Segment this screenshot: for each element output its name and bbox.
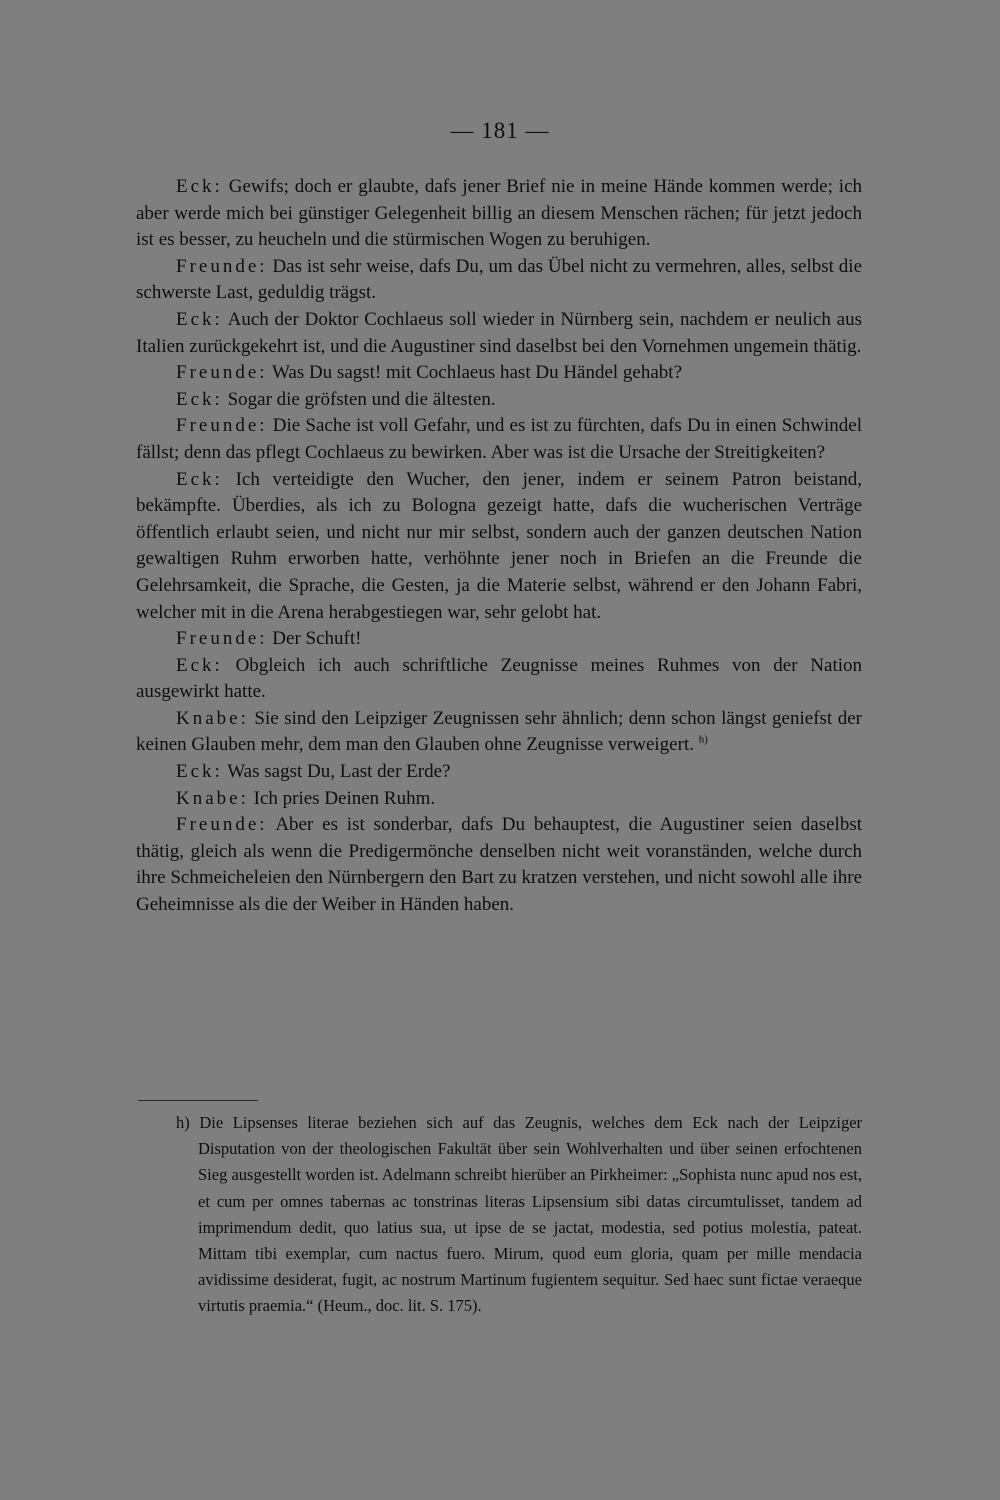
dialogue-paragraph [136,387,862,414]
dialogue-paragraph [136,706,862,759]
dialogue-paragraph [136,254,862,307]
dialogue-paragraph [136,653,862,706]
page-number: — 181 — [450,118,550,143]
dialogue-paragraph [136,812,862,918]
speech-text: Das ist sehr weise, dafs Du, um das Übel nicht zu vermehren, alles, selbst die schwerste Last, geduldig trägst. [136,255,863,304]
speaker-label: Eck: [176,761,223,783]
dialogue-paragraph [136,307,862,360]
speaker-label: Eck: [176,468,223,490]
footnotes-section [136,1110,862,1320]
speech-text: Gewifs; doch er glaubte, dafs jener Brief nie in meine Hände kommen werde; ich aber werde mich bei günstiger Gelegenheit billig an diesem Menschen rächen; für jetzt jedoch ist es besser, zu heucheln und die stürmischen Wogen zu beruhigen. [136,176,862,251]
dialogue-paragraph [136,786,862,813]
speaker-label: Freunde: [176,255,268,277]
footnote-reference: h) [698,734,708,747]
speech-text: Ich pries Deinen Ruhm. [253,787,436,809]
speech-text: Aber es ist sonderbar, dafs Du behauptest, die Augustiner seien daselbst thätig, gleich als wenn die Predigermönche denselben nicht weit voranständen, welche durch ihre Schmeicheleien den Nürnbergern den Bart zu kratzen verstehen, und nicht sowohl alle ihre Geheimnisse als die der Weiber in Händen haben. [136,814,862,916]
speech-text: Der Schuft! [272,628,362,650]
footnote-text: Die Lipsenses literae beziehen sich auf das Zeugnis, welches dem Eck nach der Leipziger Disputation von der theologischen Fakultät über sein Wohlverhalten und über seinen erfochtenen Sieg ausgestellt worden ist. Adelmann schreibt hierüber an Pirkheimer: „Sophista nunc apud nos est, et cum per omnes tabernas ac tonstrinas literas Lipsensium sibi datas circumtulisset, tandem ad imprimendum dedit, quo latius sua, ut ipse de se jactat, modestia, sed potius molestia, pateat. Mittam tibi exemplar, cum nactus fuero. Mirum, quod eum gloria, quam per mille mendacia avidissime desiderat, fugit, ac nostrum Martinum fugientem sequitur. Sed haec sunt fictae veraeque virtutis praemia.“ (Heum., doc. lit. S. 175). [198,1113,863,1316]
footnote-divider [138,1100,258,1101]
dialogue-paragraph [136,759,862,786]
footnote-marker: h) [176,1113,190,1132]
dialogue-text [136,174,862,919]
dialogue-paragraph [136,174,862,254]
speech-text: Obgleich ich auch schriftliche Zeugnisse meines Ruhmes von der Nation ausgewirkt hatte. [136,654,863,703]
dialogue-paragraph [136,467,862,627]
speaker-label: Eck: [176,308,223,330]
speaker-label: Knabe: [176,787,249,809]
speech-text: Ich verteidigte den Wucher, den jener, indem er seinem Patron beistand, bekämpfte. Überdies, als ich zu Bologna gezeigt hatte, dafs die wucherischen Verträge öffentlich erlaubt seien, und nicht nur mir selbst, sondern auch der ganzen deutschen Nation gewaltigen Ruhm erworben hatte, verhöhnte jener noch in Briefen an die Freunde die Gelehrsamkeit, die Sprache, die Gesten, ja die Materie selbst, während er den Johann Fabri, welcher mit in die Arena herabgestiegen war, sehr gelobt hat. [136,468,862,623]
speech-text: Sie sind den Leipziger Zeugnissen sehr ähnlich; denn schon längst geniefst der keinen Glauben mehr, dem man den Glauben ohne Zeugnisse verweigert. [136,707,863,756]
speech-text: Was Du sagst! mit Cochlaeus hast Du Händel gehabt? [271,362,683,384]
speaker-label: Eck: [176,388,223,410]
dialogue-paragraph [136,626,862,653]
dialogue-paragraph [136,413,862,466]
footnote [136,1110,862,1320]
dialogue-paragraph [136,360,862,387]
speaker-label: Knabe: [176,707,249,729]
speech-text: Die Sache ist voll Gefahr, und es ist zu fürchten, dafs Du in einen Schwindel fällst; denn das pflegt Cochlaeus zu bewirken. Aber was ist die Ursache der Streitigkeiten? [136,415,863,463]
speaker-label: Freunde: [176,362,268,384]
speaker-label: Freunde: [176,628,268,650]
speaker-label: Eck: [176,176,223,197]
speech-text: Was sagst Du, Last der Erde? [227,761,451,783]
speech-text: Auch der Doktor Cochlaeus soll wieder in Nürnberg sein, nachdem er neulich aus Italien zurückgekehrt ist, und die Augustiner sind daselbst bei den Vornehmen ungemein thätig. [136,308,862,357]
speaker-label: Freunde: [176,814,268,836]
speech-text: Sogar die gröfsten und die ältesten. [227,388,496,410]
speaker-label: Freunde: [176,415,268,437]
speaker-label: Eck: [176,654,223,676]
